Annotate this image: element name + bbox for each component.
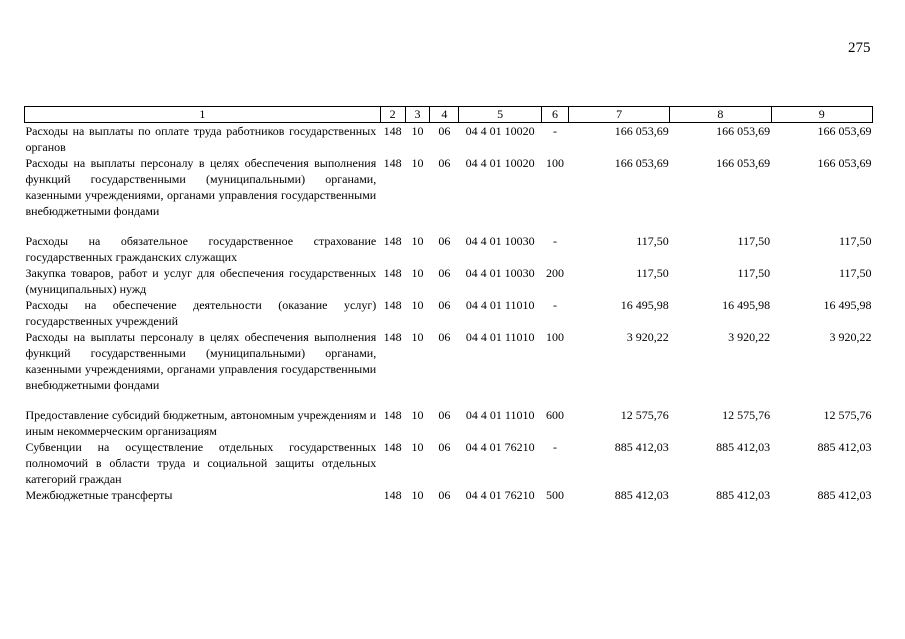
row-col-9: 117,50 bbox=[838, 234, 872, 248]
row-col-9: 3 920,22 bbox=[829, 330, 872, 344]
row-col-6: - bbox=[552, 124, 557, 138]
row-col-3: 10 bbox=[411, 408, 424, 422]
row-col-9: 12 575,76 bbox=[823, 408, 872, 422]
row-col-3: 10 bbox=[411, 156, 424, 170]
row-col-7: 166 053,69 bbox=[614, 124, 669, 138]
row-col-5: 04 4 01 10030 bbox=[465, 266, 535, 280]
row-col-9: 166 053,69 bbox=[817, 156, 872, 170]
row-name: Субвенции на осуществление отдельных государственных полномочий в области труда и социальной защиты отдельных категорий граждан bbox=[25, 440, 377, 486]
row-name: Расходы на выплаты персоналу в целях обеспечения выполнения функций государственными (муниципальными) органами, казенными учреждениями, органами управления государственными внебюджетными фондами bbox=[25, 156, 377, 218]
row-col-5: 04 4 01 76210 bbox=[465, 488, 535, 502]
row-name: Расходы на обеспечение деятельности (оказание услуг) государственных учреждений bbox=[25, 298, 377, 328]
header-col-5: 5 bbox=[459, 107, 542, 123]
row-col-8: 3 920,22 bbox=[728, 330, 771, 344]
row-col-6: 200 bbox=[545, 266, 564, 280]
row-name: Расходы на обязательное государственное страхование государственных гражданских служащих bbox=[25, 234, 377, 264]
row-col-3: 10 bbox=[411, 330, 424, 344]
budget-table bbox=[24, 106, 873, 503]
row-col-7: 166 053,69 bbox=[614, 156, 669, 170]
row-col-2: 148 bbox=[383, 124, 402, 138]
row-col-5: 04 4 01 10020 bbox=[465, 124, 535, 138]
row-col-7: 3 920,22 bbox=[626, 330, 669, 344]
row-col-3: 10 bbox=[411, 266, 424, 280]
row-col-3: 10 bbox=[411, 124, 424, 138]
row-col-4: 06 bbox=[438, 234, 451, 248]
row-col-6: 100 bbox=[545, 330, 564, 344]
row-col-6: 500 bbox=[545, 488, 564, 502]
row-col-3: 10 bbox=[411, 234, 424, 248]
table-row bbox=[25, 407, 873, 439]
row-col-6: - bbox=[552, 440, 557, 454]
row-col-8: 885 412,03 bbox=[716, 488, 771, 502]
row-col-4: 06 bbox=[438, 266, 451, 280]
row-col-2: 148 bbox=[383, 234, 402, 248]
header-col-4: 4 bbox=[430, 107, 459, 123]
header-col-6: 6 bbox=[542, 107, 569, 123]
row-col-9: 117,50 bbox=[838, 266, 872, 280]
header-col-1: 1 bbox=[25, 107, 381, 123]
row-col-7: 16 495,98 bbox=[620, 298, 669, 312]
row-col-7: 117,50 bbox=[636, 266, 669, 280]
row-col-4: 06 bbox=[438, 488, 451, 502]
row-col-5: 04 4 01 76210 bbox=[465, 440, 535, 454]
header-col-7: 7 bbox=[568, 107, 669, 123]
row-col-4: 06 bbox=[438, 408, 451, 422]
row-col-9: 885 412,03 bbox=[817, 440, 872, 454]
row-col-5: 04 4 01 11010 bbox=[465, 408, 535, 422]
row-name: Расходы на выплаты персоналу в целях обеспечения выполнения функций государственными (муниципальными) органами, казенными учреждениями, органами управления государственными внебюджетными фондами bbox=[25, 330, 377, 392]
table-row bbox=[25, 265, 873, 297]
row-col-5: 04 4 01 10020 bbox=[465, 156, 535, 170]
row-col-4: 06 bbox=[438, 298, 451, 312]
row-col-2: 148 bbox=[383, 408, 402, 422]
table-header-row bbox=[25, 107, 873, 123]
row-col-5: 04 4 01 10030 bbox=[465, 234, 535, 248]
row-spacer bbox=[25, 393, 873, 407]
table-row bbox=[25, 297, 873, 329]
row-col-4: 06 bbox=[438, 330, 451, 344]
row-col-8: 117,50 bbox=[737, 234, 771, 248]
row-col-5: 04 4 01 11010 bbox=[465, 330, 535, 344]
row-col-3: 10 bbox=[411, 440, 424, 454]
row-col-8: 12 575,76 bbox=[722, 408, 771, 422]
header-col-3: 3 bbox=[405, 107, 430, 123]
row-col-6: 600 bbox=[545, 408, 564, 422]
row-col-3: 10 bbox=[411, 488, 424, 502]
table-row bbox=[25, 155, 873, 219]
table-row bbox=[25, 487, 873, 503]
page-number: 275 bbox=[848, 40, 871, 56]
row-col-7: 885 412,03 bbox=[614, 488, 669, 502]
row-col-3: 10 bbox=[411, 298, 424, 312]
header-col-2: 2 bbox=[380, 107, 405, 123]
row-col-8: 885 412,03 bbox=[716, 440, 771, 454]
table-row bbox=[25, 329, 873, 393]
spacer-cell bbox=[25, 393, 873, 407]
row-col-8: 166 053,69 bbox=[716, 156, 771, 170]
row-col-9: 885 412,03 bbox=[817, 488, 872, 502]
row-col-9: 166 053,69 bbox=[817, 124, 872, 138]
row-col-2: 148 bbox=[383, 298, 402, 312]
row-name: Предоставление субсидий бюджетным, автономным учреждениям и иным некоммерческим организациям bbox=[25, 408, 377, 438]
row-col-8: 166 053,69 bbox=[716, 124, 771, 138]
row-col-4: 06 bbox=[438, 440, 451, 454]
row-col-2: 148 bbox=[383, 488, 402, 502]
row-col-5: 04 4 01 11010 bbox=[465, 298, 535, 312]
table-row bbox=[25, 439, 873, 487]
row-col-2: 148 bbox=[383, 440, 402, 454]
row-name: Закупка товаров, работ и услуг для обеспечения государственных (муниципальных) нужд bbox=[25, 266, 377, 296]
header-col-9: 9 bbox=[771, 107, 872, 123]
row-col-7: 117,50 bbox=[636, 234, 669, 248]
row-col-8: 117,50 bbox=[737, 266, 771, 280]
table-row bbox=[25, 233, 873, 265]
row-col-2: 148 bbox=[383, 266, 402, 280]
row-col-7: 885 412,03 bbox=[614, 440, 669, 454]
table-row bbox=[25, 123, 873, 156]
row-col-6: - bbox=[552, 234, 557, 248]
row-col-9: 16 495,98 bbox=[823, 298, 872, 312]
row-col-7: 12 575,76 bbox=[620, 408, 669, 422]
row-col-6: 100 bbox=[545, 156, 564, 170]
row-col-6: - bbox=[552, 298, 557, 312]
row-name: Межбюджетные трансферты bbox=[25, 488, 173, 502]
row-spacer bbox=[25, 219, 873, 233]
row-col-8: 16 495,98 bbox=[722, 298, 771, 312]
row-col-4: 06 bbox=[438, 156, 451, 170]
row-col-4: 06 bbox=[438, 124, 451, 138]
row-col-2: 148 bbox=[383, 330, 402, 344]
spacer-cell bbox=[25, 219, 873, 233]
header-col-8: 8 bbox=[670, 107, 771, 123]
row-col-2: 148 bbox=[383, 156, 402, 170]
row-name: Расходы на выплаты по оплате труда работников государственных органов bbox=[25, 124, 377, 154]
